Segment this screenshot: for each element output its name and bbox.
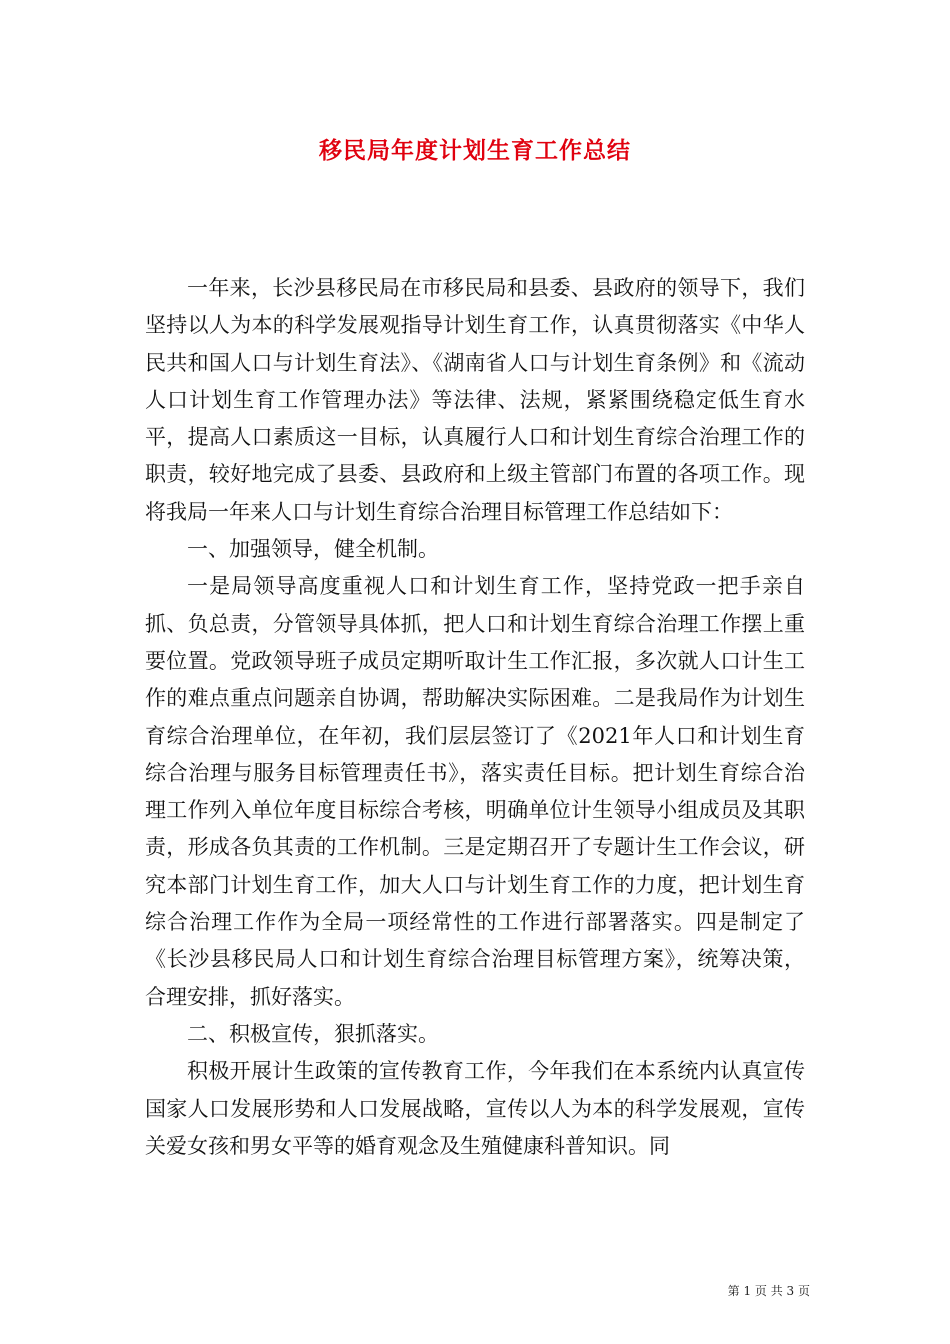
paragraph-intro: 一年来，长沙县移民局在市移民局和县委、县政府的领导下，我们坚持以人为本的科学发展观指导计划生育工作，认真贯彻落实《中华人民共和国人口与计划生育法》、《湖南省人口与计划生育条例》和《流动人口计划生育工作管理办法》等法律、法规，紧紧围绕稳定低生育水平，提高人口素质这一目标，认真履行人口和计划生育综合治理工作的职责，较好地完成了县委、县政府和上级主管部门布置的各项工作。现将我局一年来人口与计划生育综合治理目标管理工作总结如下： (145, 276, 805, 524)
section-heading-2: 二、积极宣传，狠抓落实。 (187, 1021, 439, 1046)
paragraph-section-1: 一是局领导高度重视人口和计划生育工作，坚持党政一把手亲自抓、负总责，分管领导具体抓，把人口和计划生育综合治理工作摆上重要位置。党政领导班子成员定期听取计生工作汇报，多次就人口计生工作的难点重点问题亲自协调，帮助解决实际困难。二是我局作为计划生育综合治理单位，在年初，我们层层签订了《2021年人口和计划生育综合治理与服务目标管理责任书》，落实责任目标。把计划生育综合治理工作列入单位年度目标综合考核，明确单位计生领导小组成员及其职责，形成各负其责的工作机制。三是定期召开了专题计生工作会议，研究本部门计划生育工作，加大人口与计划生育工作的力度，把计划生育综合治理工作作为全局一项经常性的工作进行部署落实。四是制定了《长沙县移民局人口和计划生育综合治理目标管理方案》，统筹决策，合理安排，抓好落实。 (145, 574, 805, 1009)
document-body (145, 270, 805, 1165)
paragraph-section-2: 积极开展计生政策的宣传教育工作，今年我们在本系统内认真宣传国家人口发展形势和人口发展战略，宣传以人为本的科学发展观，宣传关爱女孩和男女平等的婚育观念及生殖健康科普知识。同 (145, 1059, 805, 1158)
page-number: 第 1 页 共 3 页 (727, 1284, 810, 1298)
section-heading-1: 一、加强领导，健全机制。 (187, 537, 439, 562)
document-title: 移民局年度计划生育工作总结 (319, 137, 631, 164)
